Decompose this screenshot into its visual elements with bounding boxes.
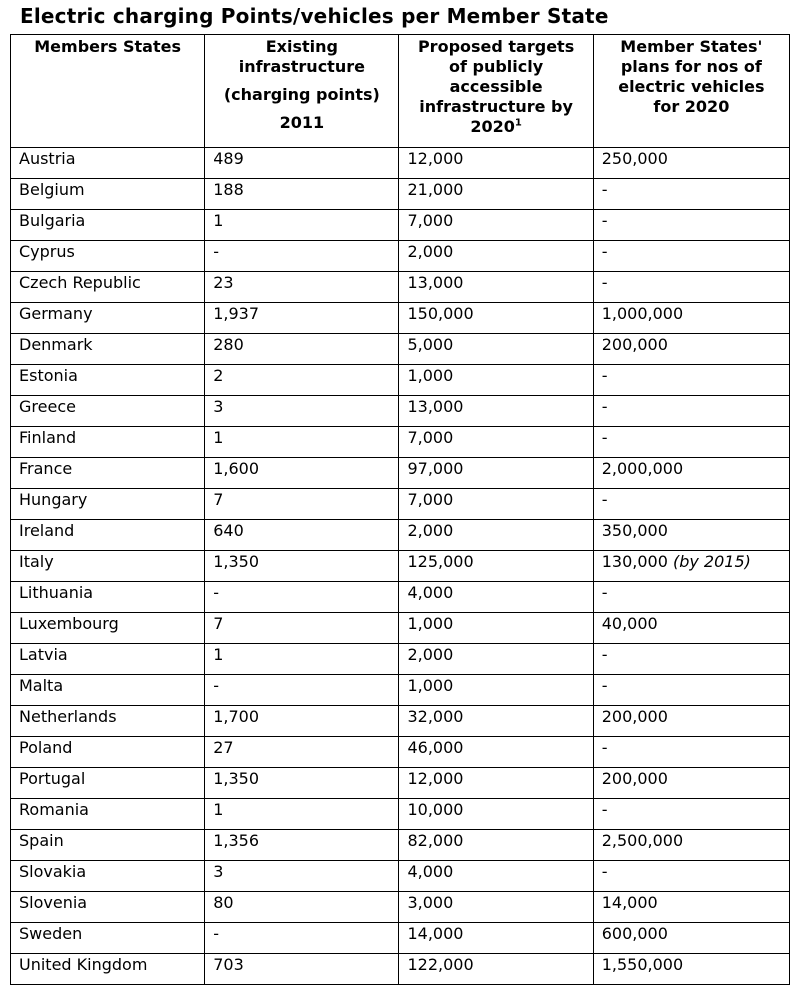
header-text: plans for nos of: [620, 57, 762, 76]
table-row: [11, 923, 790, 954]
cell-proposed-target: [399, 396, 593, 427]
table-row: [11, 768, 790, 799]
header-text: of publicly: [448, 57, 544, 76]
cell-proposed-target-value: 2,000: [407, 645, 454, 664]
cell-proposed-target: [399, 737, 593, 768]
cell-proposed-target-value: 4,000: [407, 862, 454, 881]
cell-member-state-value: Poland: [19, 738, 73, 757]
header-text: infrastructure: [238, 57, 365, 76]
header-text: Proposed targets: [417, 37, 575, 56]
table-row: [11, 954, 790, 985]
cell-existing-infrastructure-value: -: [213, 242, 220, 261]
cell-existing-infrastructure-value: -: [213, 676, 220, 695]
header-text: 2020: [470, 117, 515, 136]
cell-existing-infrastructure: [205, 706, 399, 737]
cell-existing-infrastructure: [205, 489, 399, 520]
cell-existing-infrastructure: [205, 830, 399, 861]
cell-ev-plan-value: -: [601, 676, 608, 695]
table-row: [11, 272, 790, 303]
cell-proposed-target: [399, 520, 593, 551]
cell-proposed-target-value: 150,000: [407, 304, 474, 323]
cell-ev-plan-value: -: [601, 862, 608, 881]
cell-ev-plan-value: -: [601, 242, 608, 261]
cell-proposed-target-value: 32,000: [407, 707, 464, 726]
cell-existing-infrastructure: [205, 427, 399, 458]
cell-existing-infrastructure-value: 1: [213, 645, 224, 664]
cell-ev-plan: [593, 706, 789, 737]
cell-proposed-target: [399, 706, 593, 737]
cell-existing-infrastructure-value: 7: [213, 490, 224, 509]
cell-member-state: [11, 272, 205, 303]
cell-ev-plan: [593, 830, 789, 861]
cell-ev-plan-note: (by 2015): [672, 552, 751, 571]
cell-proposed-target: [399, 644, 593, 675]
header-member-states: [11, 35, 205, 148]
cell-proposed-target-value: 82,000: [407, 831, 464, 850]
cell-ev-plan-value: 2,000,000: [601, 459, 684, 478]
cell-member-state-value: Sweden: [19, 924, 83, 943]
cell-ev-plan: [593, 644, 789, 675]
table-row: [11, 706, 790, 737]
cell-existing-infrastructure-value: 188: [213, 180, 244, 199]
table-row: [11, 582, 790, 613]
cell-proposed-target: [399, 830, 593, 861]
cell-ev-plan: [593, 396, 789, 427]
cell-ev-plan-value: 600,000: [601, 924, 668, 943]
header-proposed-targets: [399, 35, 593, 148]
cell-ev-plan-value: -: [601, 211, 608, 230]
cell-ev-plan-value: 40,000: [601, 614, 658, 633]
cell-proposed-target-value: 12,000: [407, 769, 464, 788]
cell-ev-plan: [593, 210, 789, 241]
cell-ev-plan: [593, 892, 789, 923]
cell-proposed-target-value: 1,000: [407, 676, 454, 695]
cell-existing-infrastructure: [205, 861, 399, 892]
cell-ev-plan: [593, 303, 789, 334]
cell-ev-plan: [593, 520, 789, 551]
cell-member-state: [11, 954, 205, 985]
cell-existing-infrastructure-value: 3: [213, 862, 224, 881]
cell-member-state: [11, 737, 205, 768]
cell-member-state: [11, 675, 205, 706]
header-text: Existing: [265, 37, 338, 56]
cell-member-state: [11, 396, 205, 427]
cell-member-state-value: Greece: [19, 397, 76, 416]
cell-existing-infrastructure: [205, 148, 399, 179]
table-row: [11, 675, 790, 706]
table-row: [11, 489, 790, 520]
header-existing-infrastructure: [205, 35, 399, 148]
cell-member-state: [11, 489, 205, 520]
charging-points-table: [10, 34, 790, 985]
cell-proposed-target: [399, 179, 593, 210]
cell-member-state: [11, 334, 205, 365]
cell-existing-infrastructure-value: 280: [213, 335, 244, 354]
cell-ev-plan: [593, 923, 789, 954]
cell-existing-infrastructure-value: 3: [213, 397, 224, 416]
cell-ev-plan: [593, 954, 789, 985]
cell-member-state: [11, 179, 205, 210]
cell-existing-infrastructure-value: 7: [213, 614, 224, 633]
cell-existing-infrastructure-value: 489: [213, 149, 244, 168]
cell-existing-infrastructure-value: 27: [213, 738, 234, 757]
cell-proposed-target-value: 2,000: [407, 521, 454, 540]
header-member-state-plans: [593, 35, 789, 148]
cell-member-state-value: Austria: [19, 149, 76, 168]
table-row: [11, 644, 790, 675]
table-row: [11, 458, 790, 489]
cell-existing-infrastructure-value: 703: [213, 955, 244, 974]
cell-member-state-value: Spain: [19, 831, 64, 850]
cell-ev-plan-value: -: [601, 800, 608, 819]
cell-proposed-target-value: 3,000: [407, 893, 454, 912]
cell-existing-infrastructure-value: 1,356: [213, 831, 260, 850]
cell-ev-plan-value: 200,000: [601, 335, 668, 354]
cell-ev-plan-value: -: [601, 490, 608, 509]
cell-existing-infrastructure: [205, 675, 399, 706]
cell-member-state-value: Malta: [19, 676, 64, 695]
cell-ev-plan-value: -: [601, 273, 608, 292]
cell-existing-infrastructure-value: 640: [213, 521, 244, 540]
cell-existing-infrastructure: [205, 923, 399, 954]
cell-member-state: [11, 365, 205, 396]
cell-proposed-target: [399, 458, 593, 489]
cell-ev-plan: [593, 799, 789, 830]
cell-ev-plan-value: 1,000,000: [601, 304, 684, 323]
cell-proposed-target: [399, 613, 593, 644]
cell-existing-infrastructure-value: 23: [213, 273, 234, 292]
cell-proposed-target: [399, 427, 593, 458]
cell-proposed-target: [399, 241, 593, 272]
cell-existing-infrastructure: [205, 582, 399, 613]
table-row: [11, 334, 790, 365]
cell-existing-infrastructure-value: 2: [213, 366, 224, 385]
cell-proposed-target-value: 5,000: [407, 335, 454, 354]
cell-member-state: [11, 613, 205, 644]
cell-proposed-target: [399, 210, 593, 241]
cell-existing-infrastructure: [205, 644, 399, 675]
cell-existing-infrastructure: [205, 365, 399, 396]
cell-ev-plan: [593, 427, 789, 458]
cell-ev-plan: [593, 582, 789, 613]
cell-proposed-target-value: 12,000: [407, 149, 464, 168]
cell-member-state: [11, 861, 205, 892]
cell-proposed-target: [399, 148, 593, 179]
cell-member-state: [11, 520, 205, 551]
cell-member-state-value: Denmark: [19, 335, 93, 354]
cell-existing-infrastructure-value: 1: [213, 428, 224, 447]
cell-existing-infrastructure-value: -: [213, 924, 220, 943]
cell-member-state-value: Luxembourg: [19, 614, 119, 633]
cell-ev-plan-value: -: [601, 366, 608, 385]
table-title: Electric charging Points/vehicles per Member State: [20, 4, 609, 28]
cell-member-state: [11, 799, 205, 830]
cell-ev-plan-value: 14,000: [601, 893, 658, 912]
header-text: accessible: [449, 77, 543, 96]
cell-proposed-target-value: 13,000: [407, 397, 464, 416]
cell-existing-infrastructure: [205, 954, 399, 985]
cell-member-state-value: France: [19, 459, 73, 478]
cell-proposed-target-value: 125,000: [407, 552, 474, 571]
cell-proposed-target: [399, 365, 593, 396]
cell-member-state: [11, 241, 205, 272]
cell-member-state: [11, 210, 205, 241]
cell-proposed-target: [399, 861, 593, 892]
cell-existing-infrastructure: [205, 520, 399, 551]
cell-member-state-value: Estonia: [19, 366, 78, 385]
cell-existing-infrastructure-value: -: [213, 583, 220, 602]
cell-existing-infrastructure: [205, 210, 399, 241]
cell-ev-plan: [593, 365, 789, 396]
table-row: [11, 551, 790, 582]
cell-proposed-target: [399, 768, 593, 799]
footnote-marker: 1: [514, 117, 522, 129]
table-row: [11, 613, 790, 644]
cell-member-state: [11, 892, 205, 923]
cell-member-state-value: United Kingdom: [19, 955, 148, 974]
cell-member-state-value: Slovenia: [19, 893, 88, 912]
cell-existing-infrastructure: [205, 768, 399, 799]
cell-ev-plan: [593, 613, 789, 644]
table-body: [11, 148, 790, 985]
table-row: [11, 520, 790, 551]
cell-member-state-value: Czech Republic: [19, 273, 141, 292]
header-text: Member States': [620, 37, 763, 56]
cell-existing-infrastructure: [205, 799, 399, 830]
table-row: [11, 799, 790, 830]
table-row: [11, 365, 790, 396]
cell-proposed-target: [399, 334, 593, 365]
cell-existing-infrastructure-value: 1,350: [213, 552, 260, 571]
cell-proposed-target: [399, 303, 593, 334]
cell-existing-infrastructure: [205, 272, 399, 303]
cell-existing-infrastructure: [205, 241, 399, 272]
cell-existing-infrastructure-value: 1,937: [213, 304, 260, 323]
cell-member-state: [11, 551, 205, 582]
table-row: [11, 892, 790, 923]
cell-ev-plan-value: 200,000: [601, 707, 668, 726]
cell-member-state-value: Italy: [19, 552, 54, 571]
cell-proposed-target: [399, 675, 593, 706]
cell-existing-infrastructure-value: 1,700: [213, 707, 260, 726]
table-row: [11, 427, 790, 458]
cell-member-state: [11, 427, 205, 458]
cell-proposed-target-value: 21,000: [407, 180, 464, 199]
cell-proposed-target: [399, 272, 593, 303]
cell-proposed-target-value: 7,000: [407, 211, 454, 230]
cell-ev-plan-value: 350,000: [601, 521, 668, 540]
cell-proposed-target-value: 2,000: [407, 242, 454, 261]
header-text-year: [405, 117, 586, 137]
cell-existing-infrastructure: [205, 458, 399, 489]
header-text: infrastructure by: [419, 97, 573, 116]
cell-member-state: [11, 582, 205, 613]
header-member-states-label: Members States: [34, 37, 181, 56]
cell-ev-plan: [593, 489, 789, 520]
cell-member-state: [11, 830, 205, 861]
cell-proposed-target-value: 7,000: [407, 490, 454, 509]
cell-existing-infrastructure-value: 1: [213, 800, 224, 819]
cell-existing-infrastructure: [205, 179, 399, 210]
cell-proposed-target: [399, 892, 593, 923]
cell-proposed-target-value: 1,000: [407, 614, 454, 633]
cell-ev-plan: [593, 458, 789, 489]
header-text: electric vehicles: [618, 77, 765, 96]
cell-member-state-value: Slovakia: [19, 862, 87, 881]
cell-ev-plan: [593, 179, 789, 210]
cell-ev-plan-value: -: [601, 180, 608, 199]
cell-proposed-target-value: 122,000: [407, 955, 474, 974]
cell-proposed-target: [399, 799, 593, 830]
cell-proposed-target-value: 14,000: [407, 924, 464, 943]
table-row: [11, 830, 790, 861]
header-text: 2011: [279, 113, 325, 132]
header-text: (charging points): [223, 85, 380, 104]
cell-member-state-value: Hungary: [19, 490, 88, 509]
cell-proposed-target: [399, 954, 593, 985]
cell-proposed-target-value: 1,000: [407, 366, 454, 385]
cell-ev-plan: [593, 737, 789, 768]
cell-existing-infrastructure-value: 1,600: [213, 459, 260, 478]
cell-member-state: [11, 644, 205, 675]
cell-ev-plan-value: 200,000: [601, 769, 668, 788]
cell-ev-plan-value: 250,000: [601, 149, 668, 168]
cell-member-state-value: Belgium: [19, 180, 85, 199]
table-row: [11, 396, 790, 427]
cell-ev-plan: [593, 551, 789, 582]
table-row: [11, 148, 790, 179]
cell-proposed-target-value: 4,000: [407, 583, 454, 602]
cell-existing-infrastructure: [205, 396, 399, 427]
cell-ev-plan-value: -: [601, 645, 608, 664]
cell-proposed-target-value: 7,000: [407, 428, 454, 447]
cell-ev-plan: [593, 148, 789, 179]
cell-proposed-target-value: 13,000: [407, 273, 464, 292]
cell-member-state-value: Latvia: [19, 645, 68, 664]
cell-member-state-value: Bulgaria: [19, 211, 86, 230]
table-row: [11, 179, 790, 210]
cell-ev-plan: [593, 241, 789, 272]
cell-ev-plan: [593, 334, 789, 365]
cell-member-state-value: Cyprus: [19, 242, 75, 261]
cell-existing-infrastructure: [205, 613, 399, 644]
cell-existing-infrastructure: [205, 892, 399, 923]
cell-proposed-target-value: 97,000: [407, 459, 464, 478]
table-row: [11, 241, 790, 272]
cell-ev-plan-value: -: [601, 738, 608, 757]
cell-ev-plan: [593, 675, 789, 706]
table-row: [11, 210, 790, 241]
cell-member-state-value: Romania: [19, 800, 89, 819]
table-row: [11, 303, 790, 334]
cell-existing-infrastructure: [205, 303, 399, 334]
cell-existing-infrastructure: [205, 737, 399, 768]
cell-existing-infrastructure: [205, 334, 399, 365]
cell-proposed-target: [399, 489, 593, 520]
cell-member-state: [11, 768, 205, 799]
cell-ev-plan-value: 130,000: [601, 552, 668, 571]
cell-ev-plan-value: -: [601, 397, 608, 416]
header-row: [11, 35, 790, 148]
header-text: for 2020: [653, 97, 730, 116]
table-row: [11, 737, 790, 768]
cell-existing-infrastructure-value: 80: [213, 893, 234, 912]
cell-proposed-target: [399, 551, 593, 582]
cell-ev-plan: [593, 861, 789, 892]
cell-member-state-value: Netherlands: [19, 707, 117, 726]
cell-member-state-value: Finland: [19, 428, 77, 447]
cell-member-state-value: Ireland: [19, 521, 75, 540]
cell-proposed-target-value: 10,000: [407, 800, 464, 819]
cell-proposed-target: [399, 923, 593, 954]
cell-ev-plan-value: -: [601, 583, 608, 602]
cell-member-state: [11, 148, 205, 179]
cell-proposed-target: [399, 582, 593, 613]
table-row: [11, 861, 790, 892]
cell-member-state: [11, 706, 205, 737]
cell-ev-plan: [593, 272, 789, 303]
cell-member-state: [11, 458, 205, 489]
cell-ev-plan-value: 1,550,000: [601, 955, 684, 974]
cell-member-state-value: Lithuania: [19, 583, 94, 602]
cell-member-state: [11, 923, 205, 954]
cell-ev-plan-value: -: [601, 428, 608, 447]
cell-ev-plan-value: 2,500,000: [601, 831, 684, 850]
cell-member-state: [11, 303, 205, 334]
cell-existing-infrastructure-value: 1,350: [213, 769, 260, 788]
cell-member-state-value: Germany: [19, 304, 93, 323]
cell-existing-infrastructure: [205, 551, 399, 582]
cell-member-state-value: Portugal: [19, 769, 86, 788]
cell-proposed-target-value: 46,000: [407, 738, 464, 757]
cell-existing-infrastructure-value: 1: [213, 211, 224, 230]
cell-ev-plan: [593, 768, 789, 799]
